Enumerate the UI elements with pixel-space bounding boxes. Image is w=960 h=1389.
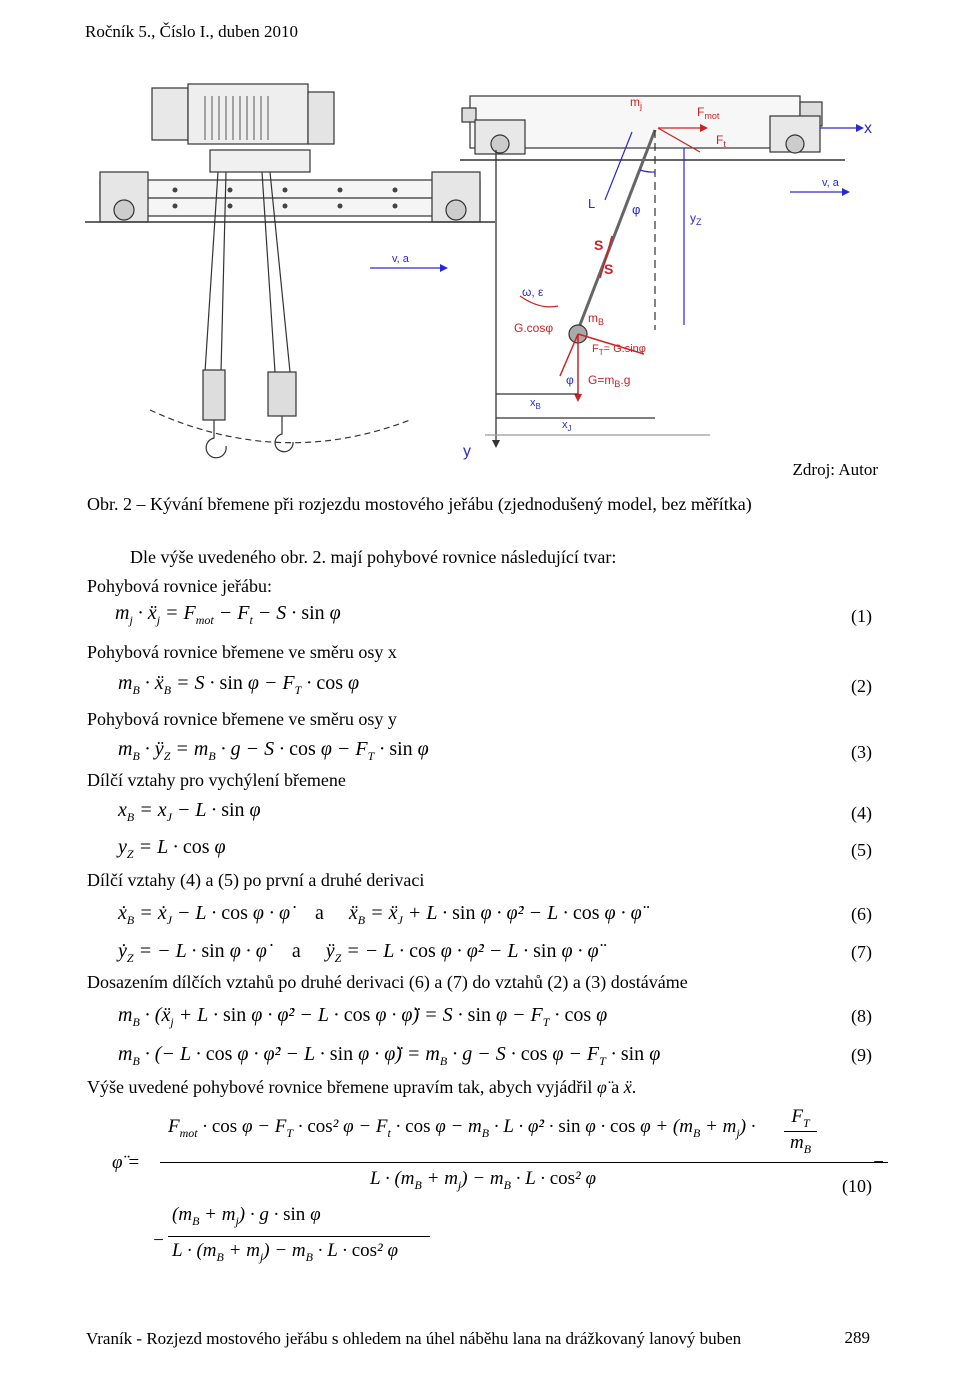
label-y: y [463, 443, 471, 460]
label-mb: $m_B$ [588, 311, 605, 327]
schematic-right [460, 96, 864, 448]
label-s2: S [604, 261, 614, 277]
heading-load-y: Pohybová rovnice břemene ve směru osy y [87, 709, 397, 729]
heading-load-x: Pohybová rovnice břemene ve směru osy x [87, 642, 397, 662]
heading-crane: Pohybová rovnice jeřábu: [87, 576, 272, 596]
label-va-left: v, a [392, 253, 409, 265]
page-number: 289 [844, 1328, 870, 1347]
running-header: Ročník 5., Číslo I., duben 2010 [85, 22, 298, 41]
eq-label-4: (4) [851, 803, 872, 823]
heading-partial: Dílčí vztahy pro vychýlení břemene [87, 770, 346, 790]
label-x: x [864, 120, 872, 137]
heading-final: Výše uvedené pohybové rovnice břemene upravím tak, abych vyjádřil φ̈ a ẍ. [87, 1077, 637, 1097]
label-L: L [588, 196, 596, 211]
label-phi2: φ [566, 373, 574, 387]
label-mj: $m_j$ [630, 95, 642, 111]
label-fmot: $F_{mot}$ [697, 105, 720, 121]
equation-3: $m_B$ · $ÿ_Z = m_B \cdot g - S \cdot \cos \varphi - F_T \cdot \sin \varphi$ [118, 738, 429, 763]
label-gmg: $G=m_B.g$ [588, 373, 631, 389]
label-va-right: v, a [822, 177, 839, 189]
label-xj: $x_J$ [562, 419, 572, 433]
equation-1: $m_j$ · ẍ$_j$ = $F_{mot} - F_t - S \cdot \sin \varphi$ [115, 602, 341, 627]
heading-deriv: Dílčí vztahy (4) a (5) po první a druhé derivaci [87, 870, 425, 890]
eq-label-5: (5) [851, 840, 872, 860]
equation-7: ẏ$_Z$ = − L · sin φ · φ̇ a $ÿ_Z$ = − L · cos φ · φ̇² − L · sin φ · φ̈ [118, 940, 599, 965]
eq-label-8: (8) [851, 1006, 872, 1026]
label-phi: φ [632, 202, 641, 217]
figure-source: Zdroj: Autor [792, 460, 878, 479]
intro-text: Dle výše uvedeného obr. 2. mají pohybové rovnice následující tvar: [130, 547, 617, 567]
eq-label-3: (3) [851, 742, 872, 762]
eq-label-1: (1) [851, 606, 872, 626]
equation-4: $x_B = x_J - L \cdot \sin \varphi$ [118, 799, 261, 824]
crane-drawing-left [85, 84, 495, 458]
equation-8: $m_B$ · (ẍ$_j$ + L · sin φ · φ̇² − L · cos φ · φ̈) = $S \cdot \sin \varphi - F_T \cdot \cos \varphi$ [118, 1004, 608, 1029]
label-s1: S [594, 237, 604, 253]
label-ft: $F_t$ [716, 133, 726, 149]
crane-figure [0, 0, 960, 470]
page-footer: Vraník - Rozjezd mostového jeřábu s ohledem na úhel náběhu lana na drážkovaný lanový buben [86, 1329, 742, 1348]
eq-label-10: (10) [842, 1176, 872, 1196]
eq-label-6: (6) [851, 904, 872, 924]
equation-6: ẋ$_B$ = ẋ$_J$ − L · cos φ · φ̇ a ẍ$_B$ = ẍ$_J$ + L · sin φ · φ̇² − L · cos φ · φ̈ [118, 902, 642, 927]
equation-5: $y_Z = L \cdot \cos \varphi$ [118, 836, 226, 861]
label-xb: $x_B$ [530, 397, 541, 411]
label-gcos: G.cosφ [514, 321, 554, 335]
equation-9: $m_B$ · (− L · cos φ · φ̇² − L · sin φ · φ̈) = $m_B \cdot g - S \cdot \cos \varphi - F_T \cdot \sin \varphi$ [118, 1043, 661, 1068]
eq-label-2: (2) [851, 676, 872, 696]
heading-subst: Dosazením dílčích vztahů po druhé derivaci (6) a (7) do vztahů (2) a (3) dostáváme [87, 972, 688, 992]
figure-caption: Obr. 2 – Kývání břemene při rozjezdu mostového jeřábu (zjednodušený model, bez měřítka) [87, 494, 752, 514]
eq-label-9: (9) [851, 1045, 872, 1065]
eq-label-7: (7) [851, 942, 872, 962]
equation-2: $m_B$ · ẍ$_B$ = $S \cdot \sin \varphi - F_T \cdot \cos \varphi$ [118, 672, 360, 697]
label-ftg: $F_T= G.\sin\varphi$ [592, 343, 646, 357]
label-yz: $y_Z$ [690, 211, 702, 227]
label-omega: ω, ε [522, 285, 544, 299]
